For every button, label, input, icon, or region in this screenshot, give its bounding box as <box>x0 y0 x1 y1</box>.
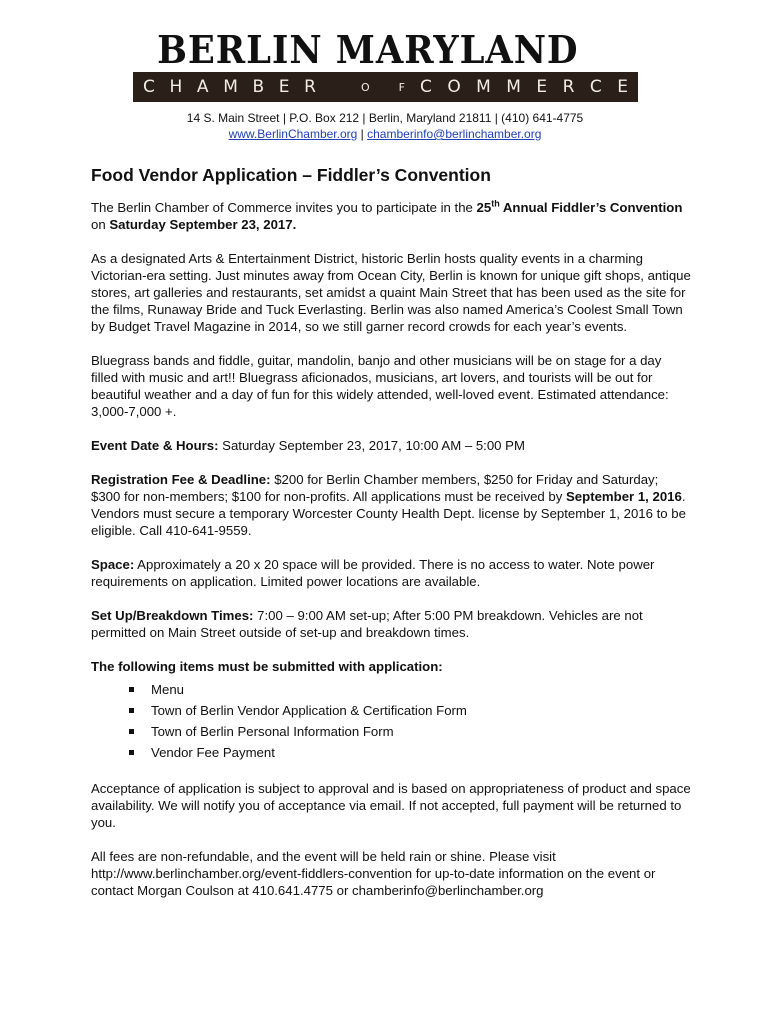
list-item: Town of Berlin Vendor Application & Certification Form <box>129 700 691 721</box>
intro-ordinal-suffix: th <box>491 198 500 209</box>
space-value: Approximately a 20 x 20 space will be provided. There is no access to water. Note power requirements on application. Limited power locations are available. <box>91 557 655 589</box>
space-paragraph <box>91 556 691 590</box>
registration-label: Registration Fee & Deadline: <box>91 472 271 487</box>
logo-band-letter: C <box>420 77 432 97</box>
logo-band-letter: F <box>398 80 405 94</box>
logo-band-letter: M <box>506 77 521 97</box>
event-date-label: Event Date & Hours: <box>91 438 219 453</box>
list-item: Menu <box>129 679 691 700</box>
logo-band-letter: C <box>589 77 602 97</box>
logo-band-letter: C <box>143 77 155 97</box>
logo-band-letter: H <box>169 77 183 97</box>
contact-line <box>0 126 770 142</box>
logo-band <box>133 72 638 102</box>
fees-paragraph: All fees are non-refundable, and the event will be held rain or shine. Please visit http://www.berlinchamber.org/event-fiddlers-convention for up-to-date information on the event or contact Morgan Coulson at 410.641.4775 or chamberinfo@berlinchamber.org <box>91 849 656 898</box>
logo-title: BERLIN MARYLAND <box>157 27 579 72</box>
list-item: Vendor Fee Payment <box>129 742 691 763</box>
logo-band-letter: M <box>476 77 491 97</box>
setup-label: Set Up/Breakdown Times: <box>91 608 254 623</box>
registration-paragraph <box>91 471 691 539</box>
intro-event <box>477 200 683 215</box>
address-line: 14 S. Main Street | P.O. Box 212 | Berlin, Maryland 21811 | (410) 641-4775 <box>186 111 584 125</box>
setup-paragraph <box>91 607 691 641</box>
intro-date: Saturday September 23, 2017. <box>109 217 297 232</box>
registration-text2: . Vendors must secure a temporary Worcester County Health Dept. license by September 1, 2016 to be eligible. Call 410-641-9559. <box>91 489 686 538</box>
setup-value: 7:00 – 9:00 AM set-up; After 5:00 PM breakdown. Vehicles are not permitted on Main Street outside of set-up and breakdown times. <box>91 608 643 640</box>
logo-band-letter: O <box>361 80 370 94</box>
about-paragraph: As a designated Arts & Entertainment District, historic Berlin hosts quality events in a charming Victorian-era setting. Just minutes away from Ocean City, Berlin is known for unique gift shops, antique stores, art galleries and restaurants, set amidst a quaint Main Street that has been used as the site for the films, Runaway Bride and Tuck Everlasting. Berlin was also named America’s Coolest Small Town by Budget Travel Magazine in 2014, so we still garner record crowds for each year’s events. <box>91 251 691 334</box>
logo-band-commerce <box>420 77 628 97</box>
event-date-value: Saturday September 23, 2017, 10:00 AM – 5:00 PM <box>218 438 525 453</box>
space-label: Space: <box>91 557 135 572</box>
logo-band-letter: A <box>196 77 209 97</box>
requirements-list <box>91 679 691 763</box>
event-date-paragraph <box>91 437 691 454</box>
intro-prefix: The Berlin Chamber of Commerce invites you to participate in the <box>91 200 477 215</box>
requirements-heading: The following items must be submitted with application: <box>91 659 443 674</box>
intro-mid: on <box>91 217 110 232</box>
document-body <box>91 164 691 916</box>
page-title: Food Vendor Application – Fiddler’s Convention <box>91 165 491 185</box>
list-item: Town of Berlin Personal Information Form <box>129 721 691 742</box>
logo-band-of <box>361 81 405 94</box>
logo-band-letter: E <box>536 77 548 97</box>
logo-band-chamber <box>143 77 316 97</box>
logo-band-letter: R <box>562 77 575 97</box>
logo-band-letter: R <box>304 77 316 97</box>
acceptance-paragraph: Acceptance of application is subject to approval and is based on appropriateness of product and space availability. We will notify you of acceptance via email. If not accepted, full payment will be returned to you. <box>91 781 691 830</box>
email-link[interactable]: chamberinfo@berlinchamber.org <box>367 127 542 141</box>
logo-band-letter: E <box>278 77 290 97</box>
logo-band-letter: E <box>617 77 628 97</box>
intro-paragraph <box>91 199 691 233</box>
website-link[interactable]: www.BerlinChamber.org <box>228 127 358 141</box>
chamber-logo <box>133 27 638 97</box>
logo-band-letter: B <box>252 77 265 97</box>
logo-band-letter: M <box>223 77 238 97</box>
logo-band-letter: O <box>447 77 461 97</box>
intro-event-name: Annual Fiddler’s Convention <box>499 200 683 215</box>
registration-deadline: September 1, 2016 <box>566 489 682 504</box>
music-paragraph: Bluegrass bands and fiddle, guitar, mandolin, banjo and other musicians will be on stage for a day filled with music and art!! Bluegrass aficionados, musicians, art lovers, and tourists will be out for beautiful weather and a day of fun for this widely attended, well-loved event. Estimated attendance: 3,000-7,000 +. <box>91 353 669 419</box>
intro-ordinal: 25 <box>476 200 492 215</box>
registration-text1: $200 for Berlin Chamber members, $250 for Friday and Saturday; $300 for non-members; $100 for non-profits. All applications must be received by <box>91 472 659 504</box>
contact-separator: | <box>360 127 364 141</box>
